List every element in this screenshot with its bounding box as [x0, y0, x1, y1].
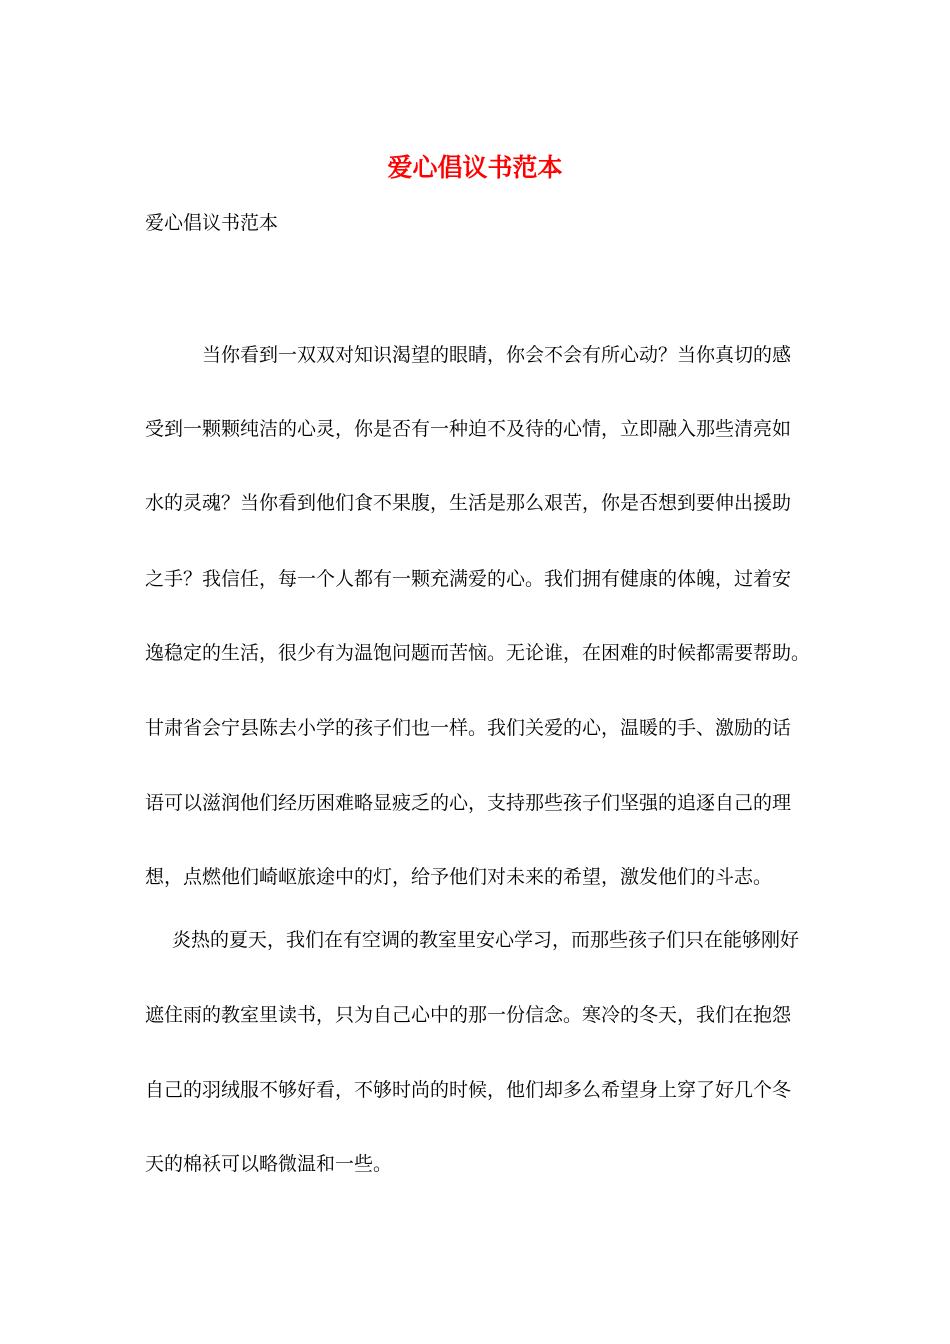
paragraph-2-line-1: 炎热的夏天，我们在有空调的教室里安心学习，而那些孩子们只在能够刚好 [172, 929, 800, 951]
paragraph-2-line-3: 自己的羽绒服不够好看，不够时尚的时候，他们却多么希望身上穿了好几个冬 [145, 1079, 792, 1101]
paragraph-2-line-2: 遮住雨的教室里读书，只为自己心中的那一份信念。寒冷的冬天，我们在抱怨 [145, 1004, 792, 1026]
paragraph-1-line-8: 想，点燃他们崎岖旅途中的灯，给予他们对未来的希望，激发他们的斗志。 [145, 866, 773, 888]
paragraph-1-line-3: 水的灵魂？当你看到他们食不果腹，生活是那么艰苦，你是否想到要伸出援助 [145, 492, 792, 514]
document-title: 爱心倡议书范本 [387, 153, 563, 182]
paragraph-1-line-5: 逸稳定的生活，很少有为温饱问题而苦恼。无论谁，在困难的时候都需要帮助。 [145, 642, 811, 664]
paragraph-1-line-6: 甘肃省会宁县陈去小学的孩子们也一样。我们关爱的心，温暖的手、激励的话 [145, 717, 792, 739]
paragraph-1-line-4: 之手？我信任，每一个人都有一颗充满爱的心。我们拥有健康的体魄，过着安 [145, 568, 792, 590]
paragraph-1-line-7: 语可以滋润他们经历困难略显疲乏的心，支持那些孩子们坚强的追逐自己的理 [145, 792, 792, 814]
document-subtitle: 爱心倡议书范本 [145, 212, 279, 234]
paragraph-2-line-4: 天的棉袄可以略微温和一些。 [145, 1153, 393, 1175]
paragraph-1-line-1: 当你看到一双双对知识渴望的眼睛，你会不会有所心动？当你真切的感 [202, 344, 792, 366]
paragraph-1-line-2: 受到一颗颗纯洁的心灵，你是否有一种迫不及待的心情，立即融入那些清亮如 [145, 418, 792, 440]
